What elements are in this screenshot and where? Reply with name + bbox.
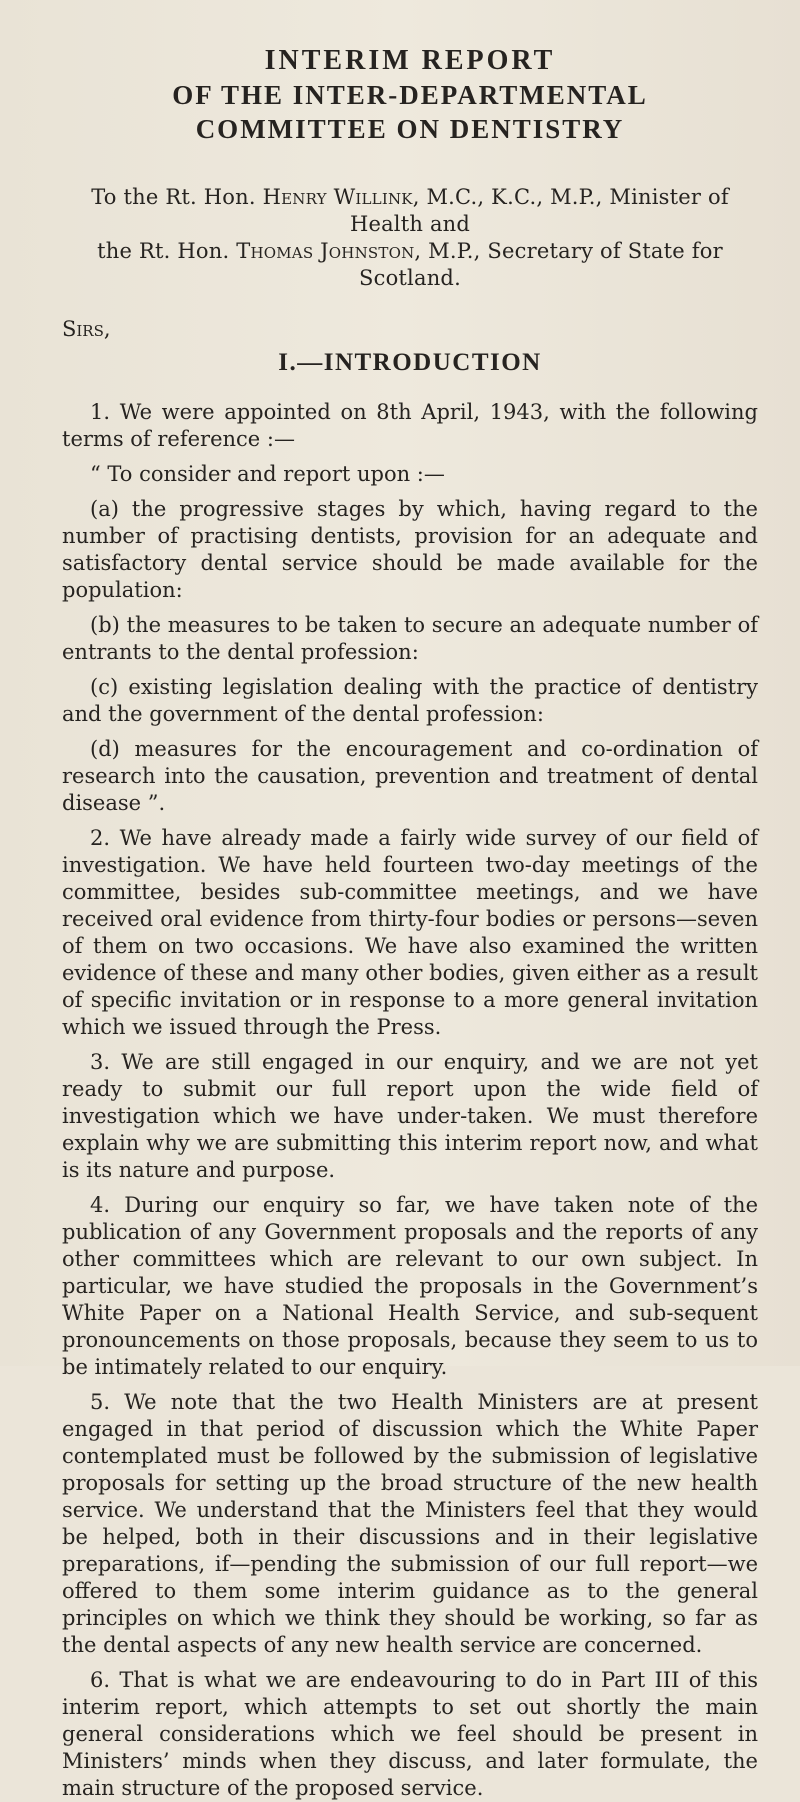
term-item-a: (a) the progressive stages by which, having regard to the number of practising dentists, provision for an adequate and satisfactory dental service should be made available for the population:	[62, 496, 758, 602]
paragraph-4: 4. During our enquiry so far, we have taken note of the publication of any Government proposals and the reports of any other committees which are relevant to our own subject. In particular, we have studied the proposals in the Government’s White Paper on a National Health Service, and sub-sequent pronouncements on those proposals, because they seem to us to be intimately related to our enquiry.	[62, 1192, 758, 1379]
address-line-1-prefix: To the Rt. Hon.	[91, 185, 263, 209]
term-item-b: (b) the measures to be taken to secure an adequate number of entrants to the dental profession:	[62, 612, 758, 664]
paragraph-3: 3. We are still engaged in our enquiry, and we are not yet ready to submit our full report upon the wide field of investigation which we have under-taken. We must therefore explain why we are submitting this interim report now, and what is its nature and purpose.	[62, 1049, 758, 1182]
address-block	[62, 184, 758, 292]
paragraph-5: 5. We note that the two Health Ministers are at present engaged in that period of discussion which the White Paper contemplated must be followed by the submission of legislative proposals for setting up the broad structure of the new health service. We understand that the Ministers feel that they would be helped, both in their discussions and in their legislative preparations, if—pending the submission of our full report—we offered to them some interim guidance as to the general principles on which we think they should be working, so far as the dental aspects of any new health service are concerned.	[62, 1389, 758, 1657]
title-line-2: OF THE INTER-DEPARTMENTAL	[172, 80, 648, 110]
address-line-1	[62, 184, 758, 238]
report-body	[62, 399, 758, 1802]
address-line-2	[62, 238, 758, 292]
terms-of-reference-intro: “ To consider and report upon :—	[90, 461, 445, 486]
report-title	[62, 44, 758, 146]
address-line-1-suffix: , M.C., K.C., M.P., Minister of Health and	[349, 185, 729, 236]
addressee-name-2: Thomas Johnston	[236, 239, 415, 263]
addressee-name-1: Henry Willink	[262, 185, 413, 209]
section-heading: I.—INTRODUCTION	[278, 349, 542, 376]
term-item-c: (c) existing legislation dealing with the practice of dentistry and the government of the dental profession:	[62, 674, 758, 726]
address-line-2-prefix: the Rt. Hon.	[97, 239, 237, 263]
salutation: Sirs,	[62, 317, 111, 341]
title-line-3: COMMITTEE ON DENTISTRY	[195, 114, 625, 144]
term-item-d: (d) measures for the encouragement and co-ordination of research into the causation, prevention and treatment of dental disease ”.	[62, 736, 758, 815]
paragraph-6: 6. That is what we are endeavouring to do in Part III of this interim report, which attempts to set out shortly the main general considerations which we feel should be present in Ministers’ minds when they discuss, and later formulate, the main structure of the proposed service.	[62, 1667, 758, 1800]
title-line-1: INTERIM REPORT	[264, 45, 556, 76]
paragraph-1: 1. We were appointed on 8th April, 1943, with the following terms of reference :—	[62, 399, 758, 451]
paragraph-2: 2. We have already made a fairly wide survey of our field of investigation. We have held fourteen two-day meetings of the committee, besides sub-committee meetings, and we have received oral evidence from thirty-four bodies or persons—seven of them on two occasions. We have also examined the written evidence of these and many other bodies, given either as a result of specific invitation or in response to a more general invitation which we issued through the Press.	[62, 825, 758, 1039]
address-line-2-suffix: , M.P., Secretary of State for Scotland.	[359, 239, 723, 290]
